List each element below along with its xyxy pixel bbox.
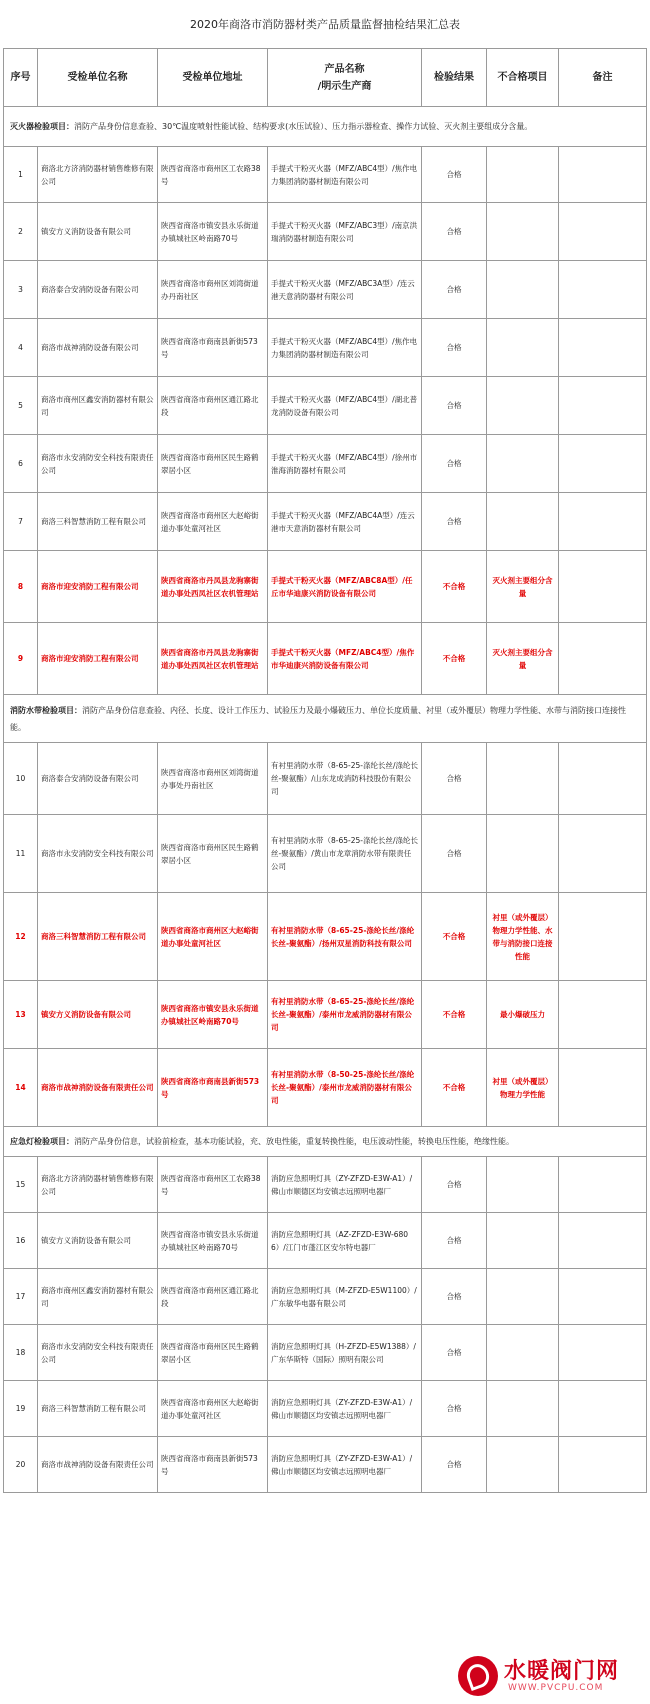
cell-no: 11 xyxy=(4,815,38,893)
cell-address: 陕西省商洛市商南县新街573号 xyxy=(158,1049,268,1127)
cell-fail-item xyxy=(487,261,559,319)
cell-no: 18 xyxy=(4,1325,38,1381)
header-note: 备注 xyxy=(559,49,647,107)
cell-no: 1 xyxy=(4,147,38,203)
cell-fail-item xyxy=(487,1213,559,1269)
cell-fail-item: 衬里（或外覆层）物理力学性能 xyxy=(487,1049,559,1127)
table-row xyxy=(4,623,647,695)
section-row xyxy=(4,1127,647,1157)
cell-fail-item: 灭火剂主要组分含量 xyxy=(487,551,559,623)
cell-result: 合格 xyxy=(422,261,487,319)
table-row xyxy=(4,1381,647,1437)
cell-product: 手提式干粉灭火器（MFZ/ABC4型）/焦作市华迪康兴消防设备有限公司 xyxy=(268,623,422,695)
cell-no: 17 xyxy=(4,1269,38,1325)
cell-note xyxy=(559,203,647,261)
table-row xyxy=(4,1213,647,1269)
cell-no: 2 xyxy=(4,203,38,261)
cell-address: 陕西省商洛市商南县新街573号 xyxy=(158,1437,268,1493)
table-row xyxy=(4,1437,647,1493)
cell-product: 有衬里消防水带（8-65-25-涤纶长丝/涤纶长丝-聚氨酯）/黄山市龙章消防水带有限责任公司 xyxy=(268,815,422,893)
cell-unit: 商洛市永安消防安全科技有限公司 xyxy=(38,815,158,893)
cell-result: 合格 xyxy=(422,435,487,493)
section-description xyxy=(4,1127,647,1157)
cell-no: 6 xyxy=(4,435,38,493)
cell-address: 陕西省商洛市丹凤县龙驹寨街道办事处西凤社区农机管理站 xyxy=(158,623,268,695)
cell-product: 消防应急照明灯具（AZ-ZFZD-E3W-6806）/江门市蓬江区安尔特电器厂 xyxy=(268,1213,422,1269)
watermark-name: 水暖阀门网 xyxy=(504,1659,620,1684)
table-row xyxy=(4,743,647,815)
cell-product: 有衬里消防水带（8-65-25-涤纶长丝/涤纶长丝-聚氨酯）/山东龙成消防科技股份有限公司 xyxy=(268,743,422,815)
cell-product: 消防应急照明灯具（ZY-ZFZD-E3W-A1）/佛山市顺德区均安镇志远照明电器厂 xyxy=(268,1157,422,1213)
document-title: 2020年商洛市消防器材类产品质量监督抽检结果汇总表 xyxy=(190,18,460,31)
cell-unit: 商洛市永安消防安全科技有限责任公司 xyxy=(38,1325,158,1381)
section-desc-text: 消防产品身份信息查验、内径、长度、设计工作压力、试验压力及最小爆破压力、单位长度质量、衬里（或外覆层）物理力学性能、水带与消防接口连接性能。 xyxy=(10,705,626,732)
cell-product: 消防应急照明灯具（M-ZFZD-E5W1100）/广东敏华电器有限公司 xyxy=(268,1269,422,1325)
cell-note xyxy=(559,743,647,815)
cell-address: 陕西省商洛市商州区刘湾街道办丹南社区 xyxy=(158,261,268,319)
cell-product: 手提式干粉灭火器（MFZ/ABC3A型）/连云港天意消防器材有限公司 xyxy=(268,261,422,319)
cell-address: 陕西省商洛市商州区大赵峪街道办事处童河社区 xyxy=(158,1381,268,1437)
table-row xyxy=(4,893,647,981)
cell-no: 15 xyxy=(4,1157,38,1213)
cell-note xyxy=(559,815,647,893)
cell-note xyxy=(559,623,647,695)
cell-address: 陕西省商洛市商州区通江路北段 xyxy=(158,377,268,435)
cell-address: 陕西省商洛市镇安县永乐街道办镇城社区岭南路70号 xyxy=(158,203,268,261)
cell-fail-item xyxy=(487,1325,559,1381)
cell-fail-item: 衬里（或外覆层）物理力学性能、水带与消防接口连接性能 xyxy=(487,893,559,981)
cell-result: 合格 xyxy=(422,815,487,893)
header-result: 检验结果 xyxy=(422,49,487,107)
cell-product: 手提式干粉灭火器（MFZ/ABC4型）/焦作电力集团消防器材制造有限公司 xyxy=(268,319,422,377)
cell-result: 合格 xyxy=(422,1381,487,1437)
cell-no: 13 xyxy=(4,981,38,1049)
section-description xyxy=(4,695,647,743)
cell-result: 合格 xyxy=(422,1157,487,1213)
cell-fail-item xyxy=(487,203,559,261)
cell-product: 有衬里消防水带（8-65-25-涤纶长丝/涤纶长丝-聚氨酯）/扬州双星消防科技有限公司 xyxy=(268,893,422,981)
cell-fail-item xyxy=(487,1269,559,1325)
cell-fail-item xyxy=(487,1437,559,1493)
cell-unit: 商洛市战神消防设备有限责任公司 xyxy=(38,1437,158,1493)
cell-address: 陕西省商洛市镇安县永乐街道办镇城社区岭南路70号 xyxy=(158,1213,268,1269)
header-product xyxy=(268,49,422,107)
header-address: 受检单位地址 xyxy=(158,49,268,107)
section-label: 应急灯检验项目： xyxy=(10,1137,74,1146)
table-row xyxy=(4,377,647,435)
brand-logo-icon xyxy=(458,1656,498,1696)
cell-unit: 商洛泰合安消防设备有限公司 xyxy=(38,743,158,815)
cell-unit: 商洛北方济消防器材销售维修有限公司 xyxy=(38,147,158,203)
table-row xyxy=(4,203,647,261)
header-product-line1: 产品名称 xyxy=(324,63,365,75)
table-header xyxy=(4,49,647,107)
section-row xyxy=(4,695,647,743)
cell-product: 消防应急照明灯具（H-ZFZD-E5W1388）/广东华斯特（国际）照明有限公司 xyxy=(268,1325,422,1381)
cell-address: 陕西省商洛市商州区通江路北段 xyxy=(158,1269,268,1325)
cell-unit: 镇安方义消防设备有限公司 xyxy=(38,981,158,1049)
cell-note xyxy=(559,493,647,551)
cell-unit: 商洛三科智慧消防工程有限公司 xyxy=(38,493,158,551)
cell-product: 手提式干粉灭火器（MFZ/ABC4型）/徐州市淮海消防器材有限公司 xyxy=(268,435,422,493)
table-body xyxy=(4,107,647,1493)
cell-no: 14 xyxy=(4,1049,38,1127)
cell-unit: 商洛三科智慧消防工程有限公司 xyxy=(38,1381,158,1437)
cell-note xyxy=(559,1437,647,1493)
cell-no: 10 xyxy=(4,743,38,815)
cell-result: 合格 xyxy=(422,1325,487,1381)
cell-note xyxy=(559,435,647,493)
cell-note xyxy=(559,1157,647,1213)
cell-result: 不合格 xyxy=(422,1049,487,1127)
cell-no: 5 xyxy=(4,377,38,435)
cell-no: 16 xyxy=(4,1213,38,1269)
cell-result: 合格 xyxy=(422,1213,487,1269)
cell-unit: 商洛市迎安消防工程有限公司 xyxy=(38,551,158,623)
section-label: 消防水带检验项目： xyxy=(10,705,82,715)
cell-product: 手提式干粉灭火器（MFZ/ABC8A型）/任丘市华迪康兴消防设备有限公司 xyxy=(268,551,422,623)
cell-unit: 商洛三科智慧消防工程有限公司 xyxy=(38,893,158,981)
cell-no: 4 xyxy=(4,319,38,377)
cell-no: 19 xyxy=(4,1381,38,1437)
cell-result: 不合格 xyxy=(422,981,487,1049)
table-row xyxy=(4,493,647,551)
cell-product: 有衬里消防水带（8-50-25-涤纶长丝/涤纶长丝-聚氨酯）/泰州市龙威消防器材有限公司 xyxy=(268,1049,422,1127)
cell-unit: 商洛市商州区鑫安消防器材有限公司 xyxy=(38,377,158,435)
cell-fail-item xyxy=(487,147,559,203)
cell-result: 合格 xyxy=(422,147,487,203)
cell-fail-item: 最小爆破压力 xyxy=(487,981,559,1049)
cell-no: 7 xyxy=(4,493,38,551)
header-unit: 受检单位名称 xyxy=(38,49,158,107)
table-row xyxy=(4,1325,647,1381)
cell-address: 陕西省商洛市商州区大赵峪街道办事处童河社区 xyxy=(158,493,268,551)
section-desc-text: 消防产品身份信息，试验前检查，基本功能试验，充、放电性能，重复转换性能，电压波动性能，转换电压性能，绝缘性能。 xyxy=(74,1137,514,1146)
header-fail-item: 不合格项目 xyxy=(487,49,559,107)
cell-note xyxy=(559,893,647,981)
table-row xyxy=(4,319,647,377)
cell-unit: 商洛市商州区鑫安消防器材有限公司 xyxy=(38,1269,158,1325)
cell-address: 陕西省商洛市商州区工农路38号 xyxy=(158,147,268,203)
table-row xyxy=(4,435,647,493)
cell-address: 陕西省商洛市商州区民生路鹤翠居小区 xyxy=(158,435,268,493)
table-row xyxy=(4,147,647,203)
cell-product: 消防应急照明灯具（ZY-ZFZD-E3W-A1）/佛山市顺德区均安镇志远照明电器厂 xyxy=(268,1381,422,1437)
cell-product: 手提式干粉灭火器（MFZ/ABC3型）/南京洪瑞消防器材制造有限公司 xyxy=(268,203,422,261)
cell-unit: 商洛市迎安消防工程有限公司 xyxy=(38,623,158,695)
cell-unit: 镇安方义消防设备有限公司 xyxy=(38,1213,158,1269)
cell-product: 有衬里消防水带（8-65-25-涤纶长丝/涤纶长丝-聚氨酯）/泰州市龙威消防器材有限公司 xyxy=(268,981,422,1049)
cell-note xyxy=(559,1269,647,1325)
cell-address: 陕西省商洛市商州区民生路鹤翠居小区 xyxy=(158,1325,268,1381)
cell-unit: 商洛市永安消防安全科技有限责任公司 xyxy=(38,435,158,493)
cell-product: 手提式干粉灭火器（MFZ/ABC4A型）/连云港市天意消防器材有限公司 xyxy=(268,493,422,551)
cell-no: 20 xyxy=(4,1437,38,1493)
cell-note xyxy=(559,1325,647,1381)
cell-result: 合格 xyxy=(422,743,487,815)
cell-note xyxy=(559,377,647,435)
cell-no: 3 xyxy=(4,261,38,319)
cell-no: 8 xyxy=(4,551,38,623)
cell-result: 合格 xyxy=(422,319,487,377)
section-row xyxy=(4,107,647,147)
cell-note xyxy=(559,1049,647,1127)
cell-result: 合格 xyxy=(422,377,487,435)
section-label: 灭火器检验项目： xyxy=(10,122,74,131)
cell-result: 合格 xyxy=(422,493,487,551)
cell-product: 消防应急照明灯具（ZY-ZFZD-E3W-A1）/佛山市顺德区均安镇志远照明电器厂 xyxy=(268,1437,422,1493)
cell-fail-item xyxy=(487,743,559,815)
cell-address: 陕西省商洛市商南县新街573号 xyxy=(158,319,268,377)
cell-unit: 镇安方义消防设备有限公司 xyxy=(38,203,158,261)
cell-product: 手提式干粉灭火器（MFZ/ABC4型）/焦作电力集团消防器材制造有限公司 xyxy=(268,147,422,203)
cell-address: 陕西省商洛市商州区工农路38号 xyxy=(158,1157,268,1213)
cell-fail-item xyxy=(487,319,559,377)
cell-result: 不合格 xyxy=(422,893,487,981)
cell-fail-item xyxy=(487,1157,559,1213)
cell-note xyxy=(559,1213,647,1269)
cell-fail-item xyxy=(487,377,559,435)
cell-fail-item xyxy=(487,493,559,551)
table-row xyxy=(4,1157,647,1213)
table-row xyxy=(4,815,647,893)
table-row xyxy=(4,1049,647,1127)
watermark-url: WWW.PVCPU.COM xyxy=(508,1683,604,1693)
cell-unit: 商洛北方济消防器材销售维修有限公司 xyxy=(38,1157,158,1213)
cell-note xyxy=(559,981,647,1049)
header-no: 序号 xyxy=(4,49,38,107)
cell-result: 合格 xyxy=(422,1269,487,1325)
cell-address: 陕西省商洛市商州区刘湾街道办事处丹南社区 xyxy=(158,743,268,815)
cell-address: 陕西省商洛市丹凤县龙驹寨街道办事处西凤社区农机管理站 xyxy=(158,551,268,623)
cell-note xyxy=(559,147,647,203)
table-row xyxy=(4,261,647,319)
cell-unit: 商洛市战神消防设备有限公司 xyxy=(38,319,158,377)
cell-fail-item xyxy=(487,435,559,493)
site-watermark xyxy=(458,1654,646,1698)
cell-address: 陕西省商洛市商州区大赵峪街道办事处童河社区 xyxy=(158,893,268,981)
cell-unit: 商洛泰合安消防设备有限公司 xyxy=(38,261,158,319)
cell-fail-item xyxy=(487,1381,559,1437)
header-product-line2: /明示生产商 xyxy=(317,80,372,92)
cell-result: 不合格 xyxy=(422,551,487,623)
cell-no: 12 xyxy=(4,893,38,981)
cell-fail-item xyxy=(487,815,559,893)
cell-note xyxy=(559,319,647,377)
inspection-results-table xyxy=(3,48,647,1493)
table-row xyxy=(4,1269,647,1325)
cell-note xyxy=(559,1381,647,1437)
cell-address: 陕西省商洛市商州区民生路鹤翠居小区 xyxy=(158,815,268,893)
section-desc-text: 消防产品身份信息查验、30℃温度喷射性能试验、结构要求(水压试验）、压力指示器检查、操作力试验、灭火剂主要组成分含量。 xyxy=(74,122,533,131)
cell-product: 手提式干粉灭火器（MFZ/ABC4型）/湖北普龙消防设备有限公司 xyxy=(268,377,422,435)
cell-note xyxy=(559,261,647,319)
table-row xyxy=(4,981,647,1049)
cell-result: 不合格 xyxy=(422,623,487,695)
cell-result: 合格 xyxy=(422,1437,487,1493)
cell-note xyxy=(559,551,647,623)
cell-result: 合格 xyxy=(422,203,487,261)
cell-unit: 商洛市战神消防设备有限责任公司 xyxy=(38,1049,158,1127)
section-description xyxy=(4,107,647,147)
cell-address: 陕西省商洛市镇安县永乐街道办镇城社区岭南路70号 xyxy=(158,981,268,1049)
cell-no: 9 xyxy=(4,623,38,695)
cell-fail-item: 灭火剂主要组分含量 xyxy=(487,623,559,695)
table-row xyxy=(4,551,647,623)
